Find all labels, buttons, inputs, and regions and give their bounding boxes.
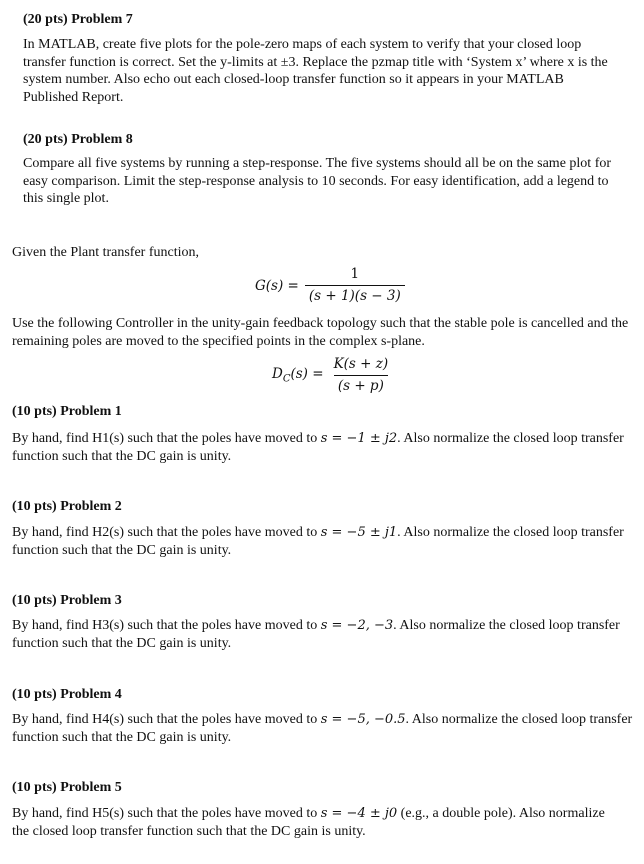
problem-1-poles: s = −1 ± j2 [320, 431, 398, 446]
problem-2-text: By hand, find H2(s) such that the poles have moved to s = −5 ± j1. Also normalize the closed loop transfer function such that the DC gain is unity. [12, 525, 624, 558]
plant-lhs: G(s) = [255, 277, 299, 294]
plant-numerator: 1 [350, 266, 360, 282]
controller-description: Use the following Controller in the unity-gain feedback topology such that the stable pole is cancelled and the remaining poles are moved to the specified points in the complex s-plane. [12, 316, 629, 349]
problem-2-heading: (10 pts) Problem 2 [12, 499, 122, 514]
problem-4-poles: s = −5, −0.5 [320, 712, 406, 727]
given-plant-text: Given the Plant transfer function, [12, 245, 200, 260]
problem-7-heading: (20 pts) Problem 7 [23, 12, 133, 27]
problem-1-text: By hand, find H1(s) such that the poles have moved to s = −1 ± j2. Also normalize the closed loop transfer function such that the DC gain is unity. [12, 431, 624, 464]
problem-8-text: Compare all five systems by running a step-response. The five systems should all be on the same plot for easy comparison. Limit the step-response analysis to 10 seconds. For easy identification, add a legend to this single plot. [23, 156, 612, 206]
problem-3-text: By hand, find H3(s) such that the poles have moved to s = −2, −3. Also normalize the closed loop transfer function such that the DC gain is unity. [12, 618, 620, 651]
problem-5-text: By hand, find H5(s) such that the poles have moved to s = −4 ± j0 (e.g., a double pole). Also normalize the closed loop transfer function such that the DC gain is unity. [12, 806, 605, 839]
problem-4-text: By hand, find H4(s) such that the poles have moved to s = −5, −0.5. Also normalize the closed loop transfer function such that the DC gain is unity. [12, 712, 633, 745]
problem-8-heading: (20 pts) Problem 8 [23, 132, 133, 147]
plant-denominator: (s + 1)(s − 3) [305, 285, 405, 305]
problem-5-heading: (10 pts) Problem 5 [12, 780, 122, 795]
controller-fraction [330, 356, 393, 395]
problem-4-heading: (10 pts) Problem 4 [12, 687, 122, 702]
controller-numerator: K(s + z) [333, 356, 389, 372]
problem-7-text: In MATLAB, create five plots for the pole-zero maps of each system to verify that your closed loop transfer function is correct. Set the y-limits at ±3. Replace the pzmap title with ‘System x’ where x is the system number. Also echo out each closed-loop transfer function so it appears in your MATLAB Published Report. [23, 37, 608, 105]
problem-1-heading: (10 pts) Problem 1 [12, 404, 122, 419]
problem-3-heading: (10 pts) Problem 3 [12, 593, 122, 608]
plant-fraction [305, 266, 405, 305]
problem-2-poles: s = −5 ± j1 [320, 525, 398, 540]
problem-5-poles: s = −4 ± j0 [320, 806, 398, 821]
controller-lhs: $D_C(s)$ = [272, 366, 324, 385]
problem-3-poles: s = −2, −3 [320, 618, 394, 633]
controller-denominator: (s + p) [334, 375, 388, 395]
controller-transfer-function [272, 356, 392, 395]
plant-transfer-function [255, 266, 405, 305]
